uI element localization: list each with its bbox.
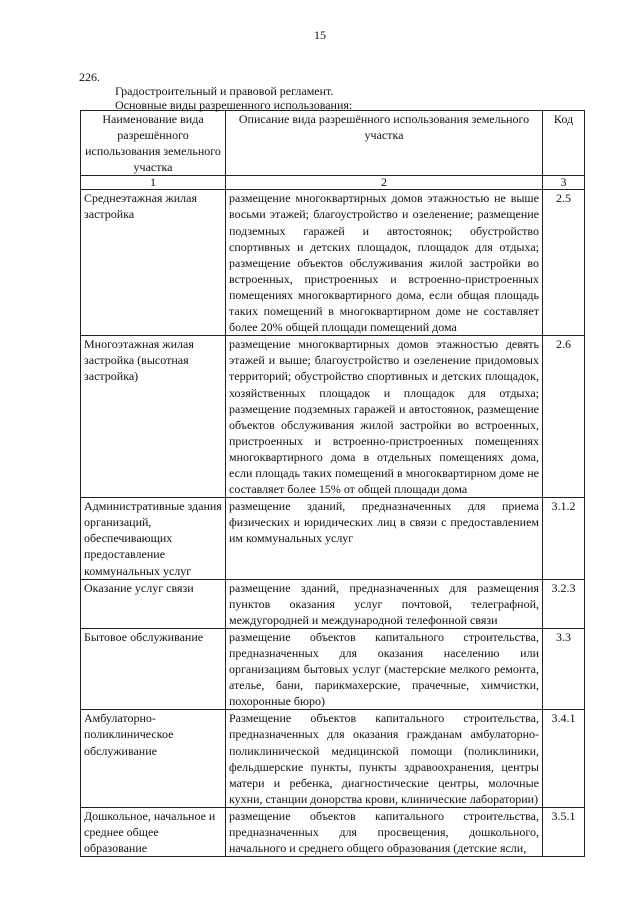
column-number: 1 — [81, 176, 226, 190]
use-description: размещение многоквартирных домов этажностью не выше восьми этажей; благоустройство и озеленение; размещение подземных гаражей и автостоянок; обустройство спортивных и детских площадок, площадок для отдыха; размещение объектов обслуживания жилой застройки во встроенных, пристроенных и встроенно-пристроенных помещениях многоквартирного дома, если общая площадь таких помещений в многоквартирном доме не составляет более 20% общей площади помещений дома — [226, 190, 543, 336]
use-code: 3.4.1 — [543, 710, 585, 808]
use-name: Дошкольное, начальное и среднее общее образование — [81, 807, 226, 856]
use-name: Административные здания организаций, обеспечивающих предоставление коммунальных услуг — [81, 498, 226, 579]
use-code: 3.2.3 — [543, 579, 585, 628]
permitted-uses-table — [80, 110, 585, 857]
use-name: Среднеэтажная жилая застройка — [81, 190, 226, 336]
table-row — [81, 628, 585, 709]
use-name: Оказание услуг связи — [81, 579, 226, 628]
regulation-heading: Градостроительный и правовой регламент. — [115, 84, 334, 98]
use-description: размещение зданий, предназначенных для размещения пунктов оказания услуг почтовой, телеграфной, междугородней и международной телефонной связи — [226, 579, 543, 628]
column-number-row — [81, 176, 585, 190]
use-description: размещение объектов капитального строительства, предназначенных для оказания населению или организациям бытовых услуг (мастерские мелкого ремонта, ателье, бани, парикмахерские, прачечные, химчистки, похоронные бюро) — [226, 628, 543, 709]
use-name: Бытовое обслуживание — [81, 628, 226, 709]
header-code: Код — [543, 111, 585, 176]
use-description: Размещение объектов капитального строительства, предназначенных для оказания гражданам амбулаторно-поликлинической медицинской помощи (поликлиники, фельдшерские пункты, пункты здравоохранения, центры матери и ребенка, диагностические центры, молочные кухни, станции донорства крови, клинические лаборатории) — [226, 710, 543, 808]
column-number: 3 — [543, 176, 585, 190]
table-header-row — [81, 111, 585, 176]
use-code: 3.1.2 — [543, 498, 585, 579]
column-number: 2 — [226, 176, 543, 190]
table-row — [81, 807, 585, 856]
use-code: 2.5 — [543, 190, 585, 336]
item-number: 226. — [79, 70, 100, 84]
table-row — [81, 579, 585, 628]
table-row — [81, 710, 585, 808]
use-code: 2.6 — [543, 336, 585, 498]
use-code: 3.3 — [543, 628, 585, 709]
use-description: размещение объектов капитального строительства, предназначенных для просвещения, дошкольного, начального и среднего общего образования (детские ясли, — [226, 807, 543, 856]
table-row — [81, 498, 585, 579]
permitted-uses-heading: Основные виды разрешенного использования: — [115, 98, 353, 112]
page-number: 15 — [314, 28, 326, 42]
use-name: Многоэтажная жилая застройка (высотная застройка) — [81, 336, 226, 498]
use-description: размещение многоквартирных домов этажностью девять этажей и выше; благоустройство и озеленение придомовых территорий; обустройство спортивных и детских площадок, хозяйственных площадок и площадок для отдыха; размещение подземных гаражей и автостоянок, размещение объектов обслуживания жилой застройки во встроенных, пристроенных и встроенно-пристроенных помещениях многоквартирного дома в отдельных помещениях дома, если площадь таких помещений в многоквартирном доме не составляет более 15% от общей площади дома — [226, 336, 543, 498]
use-name: Амбулаторно-поликлиническое обслуживание — [81, 710, 226, 808]
header-description: Описание вида разрешённого использования земельного участка — [226, 111, 543, 176]
header-name: Наименование вида разрешённого использования земельного участка — [81, 111, 226, 176]
use-description: размещение зданий, предназначенных для приема физических и юридических лиц в связи с предоставлением им коммунальных услуг — [226, 498, 543, 579]
table-row — [81, 336, 585, 498]
use-code: 3.5.1 — [543, 807, 585, 856]
table-row — [81, 190, 585, 336]
